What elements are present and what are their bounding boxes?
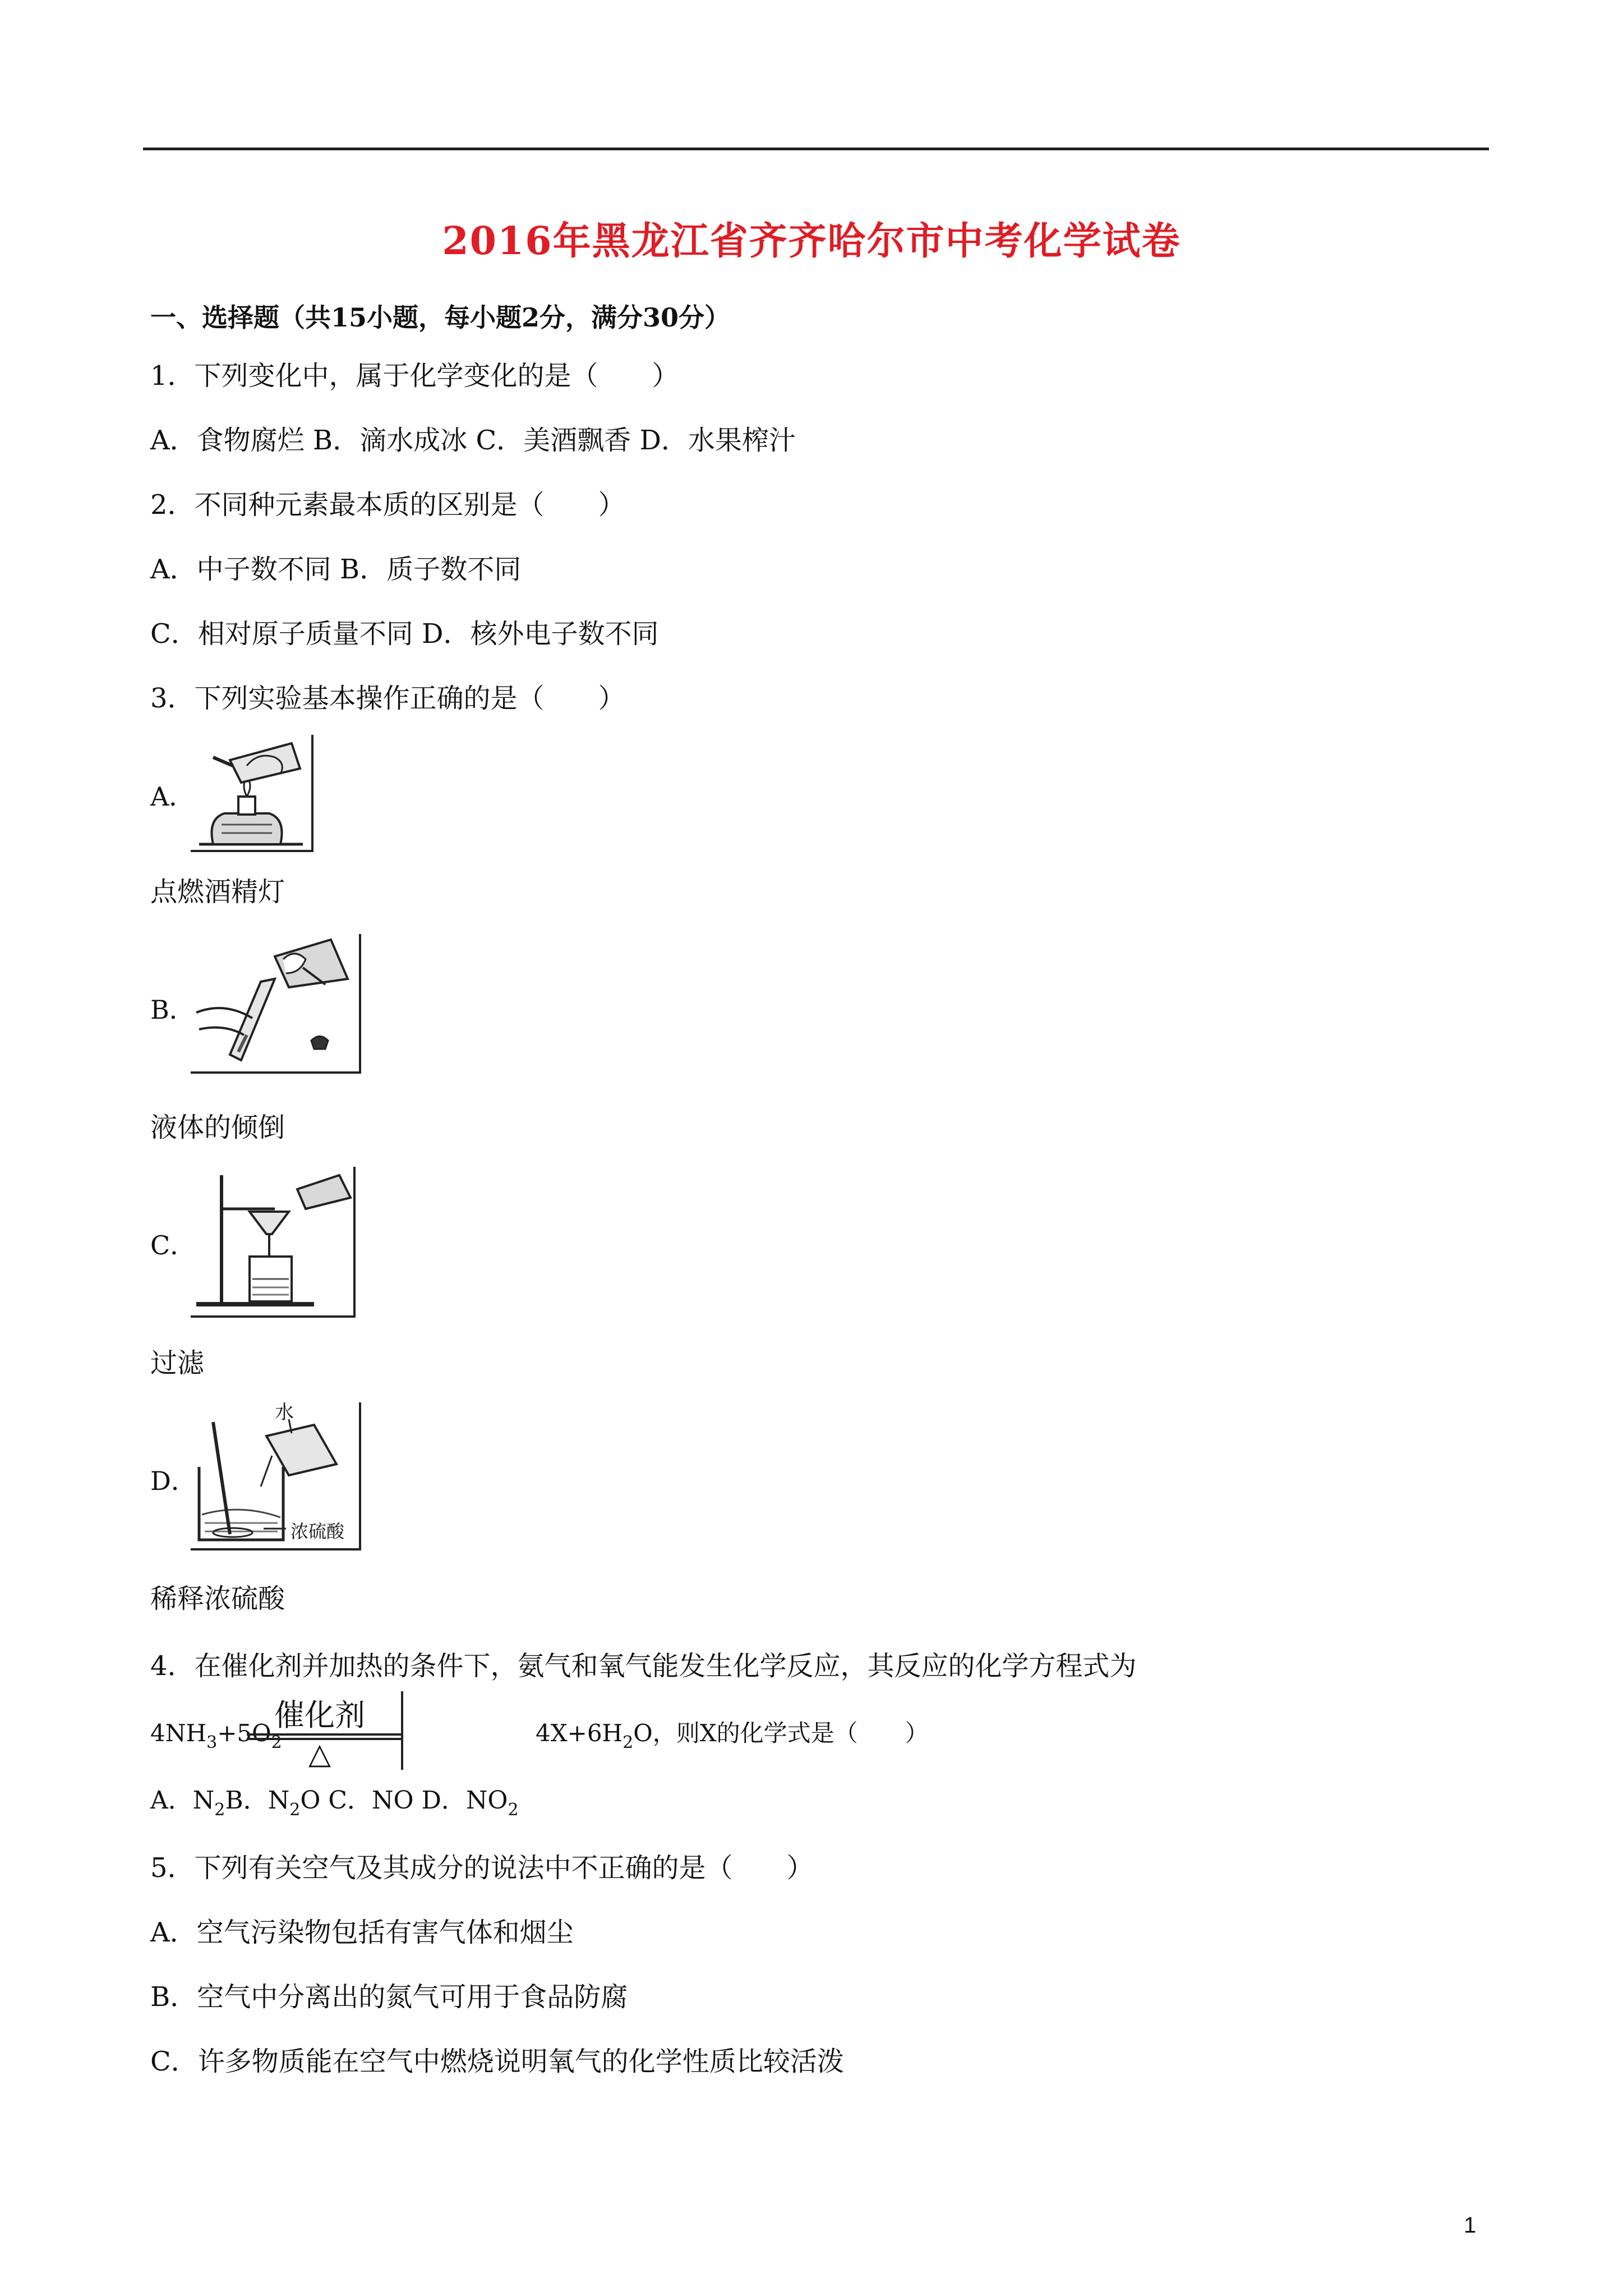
q5-option-a: A．空气污染物包括有害气体和烟尘 [150,1917,574,1948]
q3-option-a-label: A． [150,781,195,812]
filtration-drawing [191,1167,353,1315]
q3-option-d-label: D． [150,1466,197,1496]
q2-options-line1: A．中子数不同 B．质子数不同 [150,554,522,585]
q3-option-c-caption: 过滤 [150,1347,205,1379]
q1-options: A．食物腐烂 B．滴水成冰 C．美酒飘香 D．水果榨汁 [150,425,796,456]
q3-stem: 3．下列实验基本操作正确的是（ ） [150,683,625,714]
q4-stem: 4．在催化剂并加热的条件下，氨气和氧气能发生化学反应，其反应的化学方程式为 [150,1650,1137,1682]
q2-options-line2: C．相对原子质量不同 D．核外电子数不同 [150,618,659,650]
q5-stem: 5．下列有关空气及其成分的说法中不正确的是（ ） [150,1852,814,1884]
alcohol-lamp-drawing [191,735,311,850]
page-title: 2016年黑龙江省齐齐哈尔市中考化学试卷 [442,219,1181,264]
water-subscript: 2 [623,1733,634,1752]
filtration-figure [191,1167,356,1318]
q5-option-c: C．许多物质能在空气中燃烧说明氧气的化学性质比较活泼 [150,2046,844,2077]
heat-symbol: △ [308,1737,331,1771]
section-header: 一、选择题（共15小题，每小题2分，满分30分） [150,302,731,333]
q1-stem: 1．下列变化中，属于化学变化的是（ ） [150,360,679,392]
q4-option-a: A．N [150,1786,215,1815]
condition-box-edge [401,1691,403,1770]
reaction-condition-box [247,1691,404,1770]
q4-option-d-subscript: 2 [508,1800,519,1820]
q4-options [150,1784,519,1820]
q3-option-a-caption: 点燃酒精灯 [150,876,285,908]
pouring-liquid-drawing [191,934,359,1071]
products: 4X+6H [536,1719,623,1747]
alcohol-lamp-figure [191,735,313,852]
header-rule [143,148,1489,150]
q3-option-c-label: C． [150,1230,196,1260]
ammonia: 4NH [150,1719,207,1747]
pouring-liquid-figure [191,934,361,1074]
q5-option-b: B．空气中分离出的氮气可用于食品防腐 [150,1981,628,2013]
oxygen: +5O [217,1719,271,1747]
page-number: 1 [1464,2213,1477,2238]
q4-equation-rhs [536,1717,929,1753]
q4-option-b: B．N [225,1786,290,1815]
concentrated-sulfuric-acid-label: 浓硫酸 [291,1521,345,1542]
q4-option-cd: O C．NO D．NO [300,1786,508,1815]
q4-option-b-subscript: 2 [289,1800,301,1820]
catalyst-label: 催化剂 [274,1697,365,1733]
equals-line-top [247,1733,401,1736]
q4-option-a-subscript: 2 [214,1800,225,1820]
q4-question: O，则X的化学式是（ ） [633,1719,929,1747]
ammonia-subscript: 3 [206,1733,218,1752]
dilute-acid-figure [191,1402,361,1550]
q3-option-b-label: B． [150,995,195,1025]
oxygen-subscript: 2 [271,1733,282,1752]
q2-stem: 2．不同种元素最本质的区别是（ ） [150,489,625,521]
q3-option-d-caption: 稀释浓硫酸 [150,1583,285,1614]
q3-option-b-caption: 液体的倾倒 [150,1112,285,1143]
water-label: 水 [275,1401,294,1424]
